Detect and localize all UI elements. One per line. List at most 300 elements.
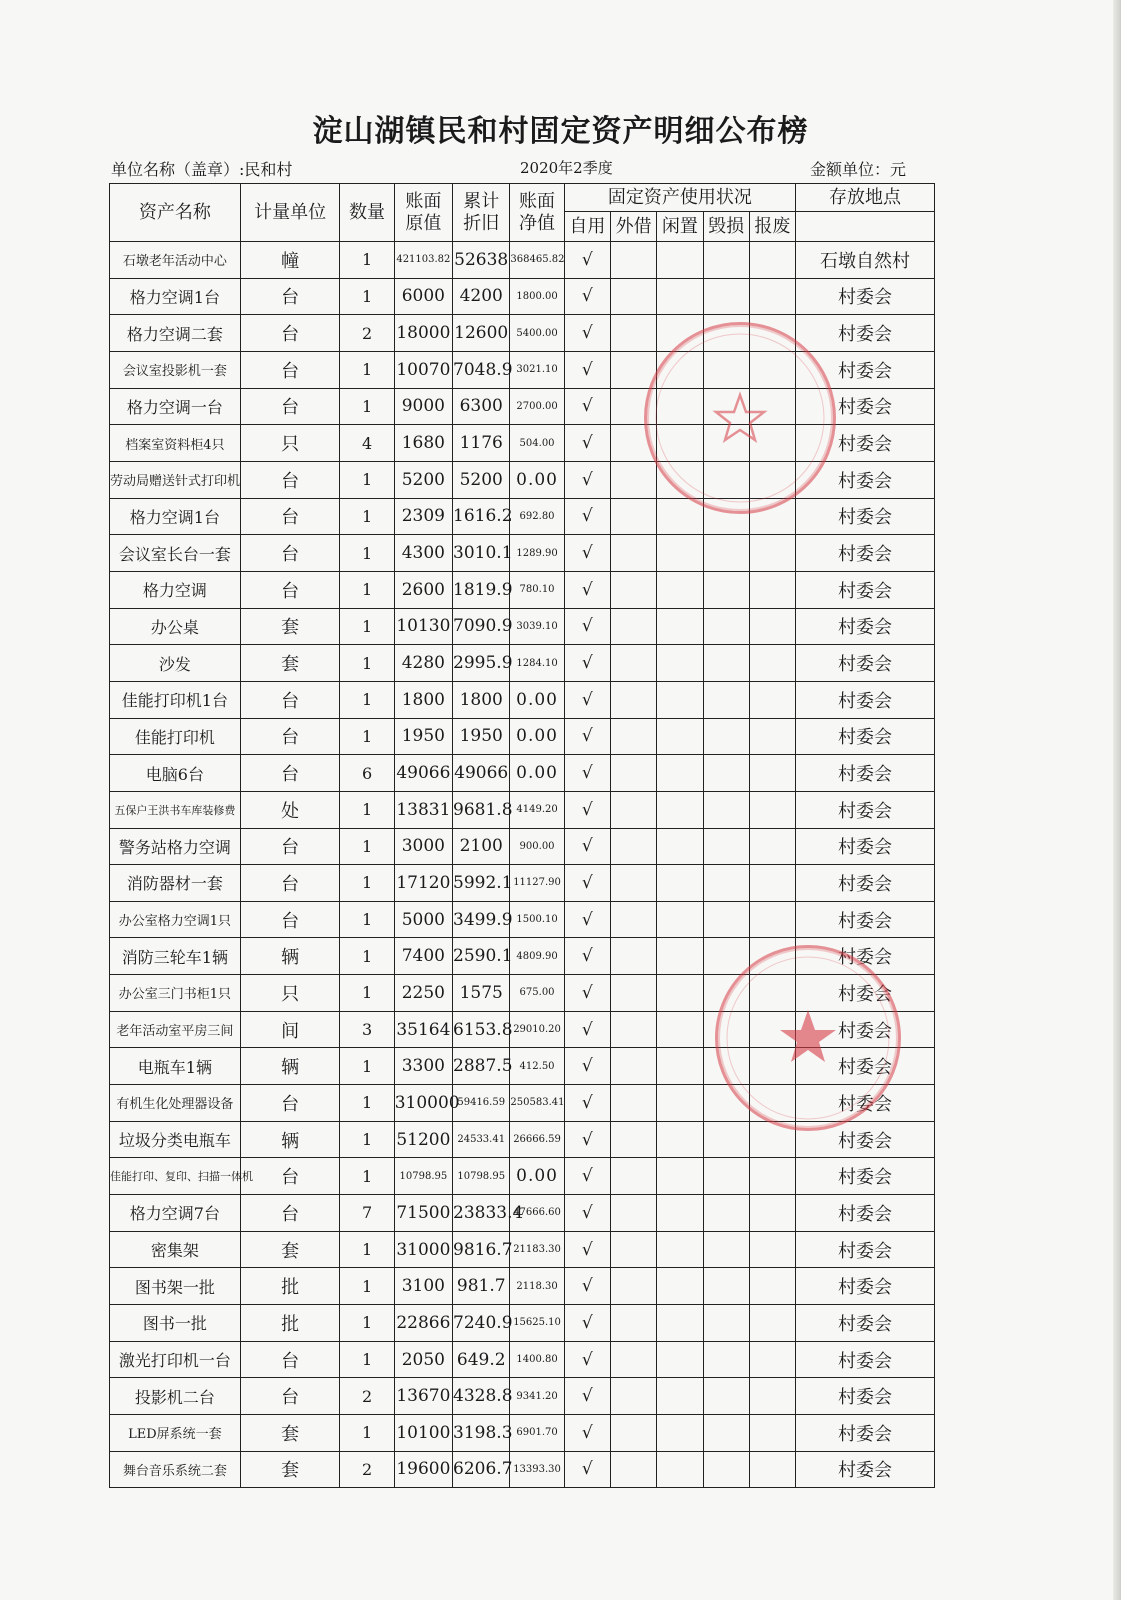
cell-location: 村委会 <box>796 498 935 535</box>
cell-damaged <box>703 865 749 902</box>
header-usage-status: 固定资产使用状况 <box>564 184 795 212</box>
document-title: 淀山湖镇民和村固定资产明细公布榜 <box>312 114 809 149</box>
table-row <box>110 1011 935 1048</box>
cell-unit: 台 <box>240 535 340 572</box>
table-row <box>110 1231 935 1268</box>
cell-unit: 只 <box>240 425 340 462</box>
cell-idle <box>657 242 703 279</box>
cell-original-value: 4280 <box>394 645 452 682</box>
cell-self-use: √ <box>564 315 610 352</box>
cell-self-use: √ <box>564 938 610 975</box>
table-row <box>110 1378 935 1415</box>
cell-original-value: 1800 <box>394 681 452 718</box>
cell-scrapped <box>749 1378 795 1415</box>
table-row <box>110 498 935 535</box>
cell-self-use: √ <box>564 1085 610 1122</box>
cell-self-use: √ <box>564 865 610 902</box>
cell-unit: 批 <box>240 1305 340 1342</box>
table-row <box>110 1341 935 1378</box>
cell-quantity: 1 <box>340 1305 394 1342</box>
cell-net-value: 11127.90 <box>510 865 564 902</box>
cell-lent-out <box>610 1341 656 1378</box>
cell-lent-out <box>610 828 656 865</box>
cell-self-use: √ <box>564 1415 610 1452</box>
cell-self-use: √ <box>564 1158 610 1195</box>
cell-unit: 台 <box>240 828 340 865</box>
cell-unit: 辆 <box>240 938 340 975</box>
cell-quantity: 1 <box>340 938 394 975</box>
cell-original-value: 9000 <box>394 388 452 425</box>
cell-original-value: 1680 <box>394 425 452 462</box>
cell-scrapped <box>749 791 795 828</box>
cell-damaged <box>703 388 749 425</box>
cell-original-value: 49066 <box>394 755 452 792</box>
cell-unit: 台 <box>240 901 340 938</box>
table-row <box>110 1121 935 1158</box>
cell-net-value: 780.10 <box>510 571 564 608</box>
cell-quantity: 7 <box>340 1195 394 1232</box>
cell-lent-out <box>610 1121 656 1158</box>
cell-asset-name: 格力空调 <box>110 571 241 608</box>
cell-location: 村委会 <box>796 718 935 755</box>
cell-idle <box>657 571 703 608</box>
cell-self-use: √ <box>564 608 610 645</box>
cell-damaged <box>703 755 749 792</box>
cell-net-value: 0.00 <box>510 1158 564 1195</box>
cell-quantity: 1 <box>340 535 394 572</box>
cell-original-value: 17120 <box>394 865 452 902</box>
cell-original-value: 6000 <box>394 278 452 315</box>
cell-asset-name: 佳能打印机 <box>110 718 241 755</box>
cell-location: 村委会 <box>796 388 935 425</box>
cell-self-use: √ <box>564 645 610 682</box>
cell-idle <box>657 315 703 352</box>
cell-asset-name: 格力空调7台 <box>110 1195 241 1232</box>
header-self-use: 自用 <box>564 212 610 242</box>
cell-idle <box>657 1231 703 1268</box>
cell-asset-name: 石墩老年活动中心 <box>110 242 241 279</box>
cell-net-value: 250583.41 <box>510 1085 564 1122</box>
cell-accumulated-depreciation: 23833.4 <box>453 1195 510 1232</box>
cell-net-value: 1800.00 <box>510 278 564 315</box>
cell-lent-out <box>610 535 656 572</box>
cell-net-value: 13393.30 <box>510 1451 564 1488</box>
cell-location: 村委会 <box>796 425 935 462</box>
period-label: 2020年2季度 <box>520 159 613 177</box>
cell-location: 村委会 <box>796 681 935 718</box>
cell-unit: 台 <box>240 461 340 498</box>
cell-damaged <box>703 315 749 352</box>
cell-location: 村委会 <box>796 608 935 645</box>
cell-lent-out <box>610 278 656 315</box>
cell-asset-name: 办公室格力空调1只 <box>110 901 241 938</box>
cell-unit: 幢 <box>240 242 340 279</box>
cell-asset-name: 图书架一批 <box>110 1268 241 1305</box>
cell-location: 村委会 <box>796 1341 935 1378</box>
cell-location: 村委会 <box>796 1085 935 1122</box>
cell-location: 村委会 <box>796 901 935 938</box>
cell-self-use: √ <box>564 1121 610 1158</box>
cell-location: 村委会 <box>796 1048 935 1085</box>
cell-quantity: 1 <box>340 1415 394 1452</box>
header-location-blank <box>796 212 935 242</box>
cell-lent-out <box>610 1268 656 1305</box>
cell-unit: 套 <box>240 1231 340 1268</box>
cell-location: 村委会 <box>796 278 935 315</box>
cell-scrapped <box>749 1231 795 1268</box>
cell-accumulated-depreciation: 9816.7 <box>453 1231 510 1268</box>
table-row <box>110 1158 935 1195</box>
cell-quantity: 3 <box>340 1011 394 1048</box>
cell-asset-name: 电脑6台 <box>110 755 241 792</box>
cell-idle <box>657 938 703 975</box>
cell-original-value: 71500 <box>394 1195 452 1232</box>
cell-lent-out <box>610 315 656 352</box>
cell-location: 村委会 <box>796 1231 935 1268</box>
cell-original-value: 2250 <box>394 975 452 1012</box>
cell-scrapped <box>749 681 795 718</box>
cell-accumulated-depreciation: 3198.3 <box>453 1415 510 1452</box>
cell-idle <box>657 1195 703 1232</box>
table-row <box>110 1268 935 1305</box>
cell-unit: 台 <box>240 1341 340 1378</box>
cell-location: 村委会 <box>796 315 935 352</box>
cell-damaged <box>703 1231 749 1268</box>
cell-idle <box>657 1048 703 1085</box>
cell-asset-name: 格力空调1台 <box>110 498 241 535</box>
cell-location: 村委会 <box>796 535 935 572</box>
cell-accumulated-depreciation: 2100 <box>453 828 510 865</box>
cell-scrapped <box>749 1341 795 1378</box>
cell-accumulated-depreciation: 7240.9 <box>453 1305 510 1342</box>
cell-unit: 台 <box>240 1158 340 1195</box>
cell-asset-name: 沙发 <box>110 645 241 682</box>
cell-unit: 台 <box>240 681 340 718</box>
header-quantity: 数量 <box>340 184 394 242</box>
cell-original-value: 31000 <box>394 1231 452 1268</box>
cell-self-use: √ <box>564 1048 610 1085</box>
cell-asset-name: 投影机二台 <box>110 1378 241 1415</box>
cell-unit: 套 <box>240 645 340 682</box>
cell-idle <box>657 791 703 828</box>
cell-net-value: 412.50 <box>510 1048 564 1085</box>
cell-accumulated-depreciation: 1575 <box>453 975 510 1012</box>
cell-unit: 辆 <box>240 1048 340 1085</box>
cell-damaged <box>703 1048 749 1085</box>
cell-lent-out <box>610 791 656 828</box>
cell-self-use: √ <box>564 498 610 535</box>
cell-accumulated-depreciation: 7048.9 <box>453 351 510 388</box>
cell-asset-name: 密集架 <box>110 1231 241 1268</box>
currency-label: 金额单位：元 <box>810 160 907 179</box>
cell-scrapped <box>749 425 795 462</box>
cell-scrapped <box>749 1158 795 1195</box>
cell-asset-name: LED屏系统一套 <box>110 1415 241 1452</box>
cell-original-value: 13670 <box>394 1378 452 1415</box>
cell-unit: 批 <box>240 1268 340 1305</box>
cell-self-use: √ <box>564 755 610 792</box>
cell-damaged <box>703 425 749 462</box>
cell-lent-out <box>610 865 656 902</box>
cell-asset-name: 消防三轮车1辆 <box>110 938 241 975</box>
table-row <box>110 865 935 902</box>
cell-quantity: 1 <box>340 681 394 718</box>
table-row <box>110 425 935 462</box>
cell-idle <box>657 1451 703 1488</box>
cell-accumulated-depreciation: 7090.9 <box>453 608 510 645</box>
cell-accumulated-depreciation: 59416.59 <box>453 1085 510 1122</box>
cell-original-value: 19600 <box>394 1451 452 1488</box>
cell-self-use: √ <box>564 1268 610 1305</box>
cell-damaged <box>703 1085 749 1122</box>
cell-self-use: √ <box>564 901 610 938</box>
cell-scrapped <box>749 645 795 682</box>
cell-unit: 辆 <box>240 1121 340 1158</box>
cell-location: 村委会 <box>796 1415 935 1452</box>
cell-unit: 台 <box>240 1378 340 1415</box>
cell-quantity: 1 <box>340 828 394 865</box>
cell-net-value: 1284.10 <box>510 645 564 682</box>
cell-location: 村委会 <box>796 1305 935 1342</box>
cell-quantity: 1 <box>340 1268 394 1305</box>
cell-lent-out <box>610 242 656 279</box>
cell-original-value: 10130 <box>394 608 452 645</box>
cell-scrapped <box>749 865 795 902</box>
cell-quantity: 1 <box>340 461 394 498</box>
cell-damaged <box>703 938 749 975</box>
header-idle: 闲置 <box>657 212 703 242</box>
cell-idle <box>657 681 703 718</box>
cell-scrapped <box>749 1415 795 1452</box>
cell-original-value: 3300 <box>394 1048 452 1085</box>
cell-accumulated-depreciation: 3010.1 <box>453 535 510 572</box>
cell-original-value: 5000 <box>394 901 452 938</box>
cell-original-value: 51200 <box>394 1121 452 1158</box>
header-net-value: 账面净值 <box>510 184 564 242</box>
cell-net-value: 5400.00 <box>510 315 564 352</box>
cell-idle <box>657 865 703 902</box>
cell-lent-out <box>610 1048 656 1085</box>
cell-location: 村委会 <box>796 1268 935 1305</box>
cell-location: 村委会 <box>796 1451 935 1488</box>
cell-original-value: 310000 <box>394 1085 452 1122</box>
cell-quantity: 1 <box>340 1341 394 1378</box>
cell-quantity: 1 <box>340 242 394 279</box>
cell-damaged <box>703 901 749 938</box>
table-row <box>110 645 935 682</box>
cell-quantity: 1 <box>340 351 394 388</box>
cell-quantity: 1 <box>340 498 394 535</box>
cell-accumulated-depreciation: 649.2 <box>453 1341 510 1378</box>
cell-net-value: 2700.00 <box>510 388 564 425</box>
cell-original-value: 2050 <box>394 1341 452 1378</box>
cell-unit: 处 <box>240 791 340 828</box>
cell-accumulated-depreciation: 1819.9 <box>453 571 510 608</box>
cell-accumulated-depreciation: 6153.8 <box>453 1011 510 1048</box>
cell-self-use: √ <box>564 975 610 1012</box>
cell-net-value: 47666.60 <box>510 1195 564 1232</box>
cell-idle <box>657 1305 703 1342</box>
cell-location: 村委会 <box>796 1158 935 1195</box>
table-row <box>110 571 935 608</box>
header-asset-name: 资产名称 <box>110 184 241 242</box>
cell-damaged <box>703 351 749 388</box>
page-edge <box>1113 0 1121 1600</box>
cell-quantity: 1 <box>340 645 394 682</box>
cell-scrapped <box>749 755 795 792</box>
cell-asset-name: 五保户王洪书车库装修费 <box>110 791 241 828</box>
table-row <box>110 718 935 755</box>
cell-accumulated-depreciation: 1800 <box>453 681 510 718</box>
cell-unit: 台 <box>240 1085 340 1122</box>
cell-self-use: √ <box>564 351 610 388</box>
cell-unit: 套 <box>240 608 340 645</box>
table-row <box>110 461 935 498</box>
cell-lent-out <box>610 718 656 755</box>
cell-quantity: 4 <box>340 425 394 462</box>
cell-asset-name: 格力空调1台 <box>110 278 241 315</box>
cell-damaged <box>703 535 749 572</box>
header-original-value: 账面原值 <box>394 184 452 242</box>
cell-lent-out <box>610 1378 656 1415</box>
cell-original-value: 2600 <box>394 571 452 608</box>
cell-asset-name: 劳动局赠送针式打印机 <box>110 461 241 498</box>
cell-self-use: √ <box>564 242 610 279</box>
cell-scrapped <box>749 608 795 645</box>
table-row <box>110 1085 935 1122</box>
cell-net-value: 26666.59 <box>510 1121 564 1158</box>
cell-quantity: 2 <box>340 1378 394 1415</box>
unit-label: 单位名称（盖章）:民和村 <box>111 160 293 179</box>
cell-net-value: 1289.90 <box>510 535 564 572</box>
cell-damaged <box>703 828 749 865</box>
cell-unit: 台 <box>240 351 340 388</box>
cell-accumulated-depreciation: 4200 <box>453 278 510 315</box>
cell-quantity: 2 <box>340 1451 394 1488</box>
table-row <box>110 1451 935 1488</box>
cell-asset-name: 垃圾分类电瓶车 <box>110 1121 241 1158</box>
cell-idle <box>657 1158 703 1195</box>
cell-scrapped <box>749 242 795 279</box>
cell-location: 村委会 <box>796 461 935 498</box>
cell-self-use: √ <box>564 1011 610 1048</box>
cell-original-value: 7400 <box>394 938 452 975</box>
cell-lent-out <box>610 975 656 1012</box>
cell-accumulated-depreciation: 2887.5 <box>453 1048 510 1085</box>
cell-accumulated-depreciation: 12600 <box>453 315 510 352</box>
cell-net-value: 692.80 <box>510 498 564 535</box>
cell-idle <box>657 388 703 425</box>
cell-damaged <box>703 1195 749 1232</box>
cell-lent-out <box>610 1231 656 1268</box>
cell-accumulated-depreciation: 4328.8 <box>453 1378 510 1415</box>
cell-scrapped <box>749 1121 795 1158</box>
cell-location: 村委会 <box>796 755 935 792</box>
cell-scrapped <box>749 461 795 498</box>
cell-damaged <box>703 1268 749 1305</box>
cell-scrapped <box>749 1085 795 1122</box>
table-row <box>110 755 935 792</box>
cell-net-value: 1400.80 <box>510 1341 564 1378</box>
cell-net-value: 9341.20 <box>510 1378 564 1415</box>
cell-original-value: 10798.95 <box>394 1158 452 1195</box>
cell-scrapped <box>749 1305 795 1342</box>
cell-damaged <box>703 791 749 828</box>
cell-accumulated-depreciation: 3499.9 <box>453 901 510 938</box>
cell-unit: 台 <box>240 755 340 792</box>
cell-accumulated-depreciation: 49066 <box>453 755 510 792</box>
cell-scrapped <box>749 718 795 755</box>
cell-location: 石墩自然村 <box>796 242 935 279</box>
cell-self-use: √ <box>564 718 610 755</box>
cell-self-use: √ <box>564 1195 610 1232</box>
table-row <box>110 1048 935 1085</box>
cell-asset-name: 佳能打印机1台 <box>110 681 241 718</box>
cell-damaged <box>703 1158 749 1195</box>
cell-net-value: 0.00 <box>510 755 564 792</box>
cell-idle <box>657 645 703 682</box>
cell-idle <box>657 608 703 645</box>
header-storage-location: 存放地点 <box>796 184 935 212</box>
cell-scrapped <box>749 315 795 352</box>
cell-unit: 台 <box>240 315 340 352</box>
cell-asset-name: 消防器材一套 <box>110 865 241 902</box>
table-row <box>110 901 935 938</box>
cell-asset-name: 办公桌 <box>110 608 241 645</box>
cell-idle <box>657 498 703 535</box>
cell-original-value: 10070 <box>394 351 452 388</box>
cell-lent-out <box>610 1415 656 1452</box>
cell-damaged <box>703 681 749 718</box>
cell-unit: 套 <box>240 1451 340 1488</box>
cell-scrapped <box>749 571 795 608</box>
header-scrapped: 报废 <box>749 212 795 242</box>
table-row <box>110 1415 935 1452</box>
cell-damaged <box>703 242 749 279</box>
header-lent-out: 外借 <box>610 212 656 242</box>
cell-lent-out <box>610 351 656 388</box>
cell-scrapped <box>749 278 795 315</box>
cell-scrapped <box>749 351 795 388</box>
cell-asset-name: 激光打印机一台 <box>110 1341 241 1378</box>
cell-idle <box>657 461 703 498</box>
cell-quantity: 1 <box>340 278 394 315</box>
cell-location: 村委会 <box>796 1011 935 1048</box>
cell-idle <box>657 1121 703 1158</box>
cell-accumulated-depreciation: 981.7 <box>453 1268 510 1305</box>
table-row <box>110 351 935 388</box>
cell-idle <box>657 975 703 1012</box>
cell-unit: 台 <box>240 571 340 608</box>
cell-idle <box>657 1341 703 1378</box>
table-row <box>110 608 935 645</box>
cell-scrapped <box>749 535 795 572</box>
cell-lent-out <box>610 571 656 608</box>
cell-quantity: 1 <box>340 388 394 425</box>
cell-unit: 台 <box>240 278 340 315</box>
cell-original-value: 10100 <box>394 1415 452 1452</box>
cell-net-value: 2118.30 <box>510 1268 564 1305</box>
table-row <box>110 1305 935 1342</box>
cell-accumulated-depreciation: 1176 <box>453 425 510 462</box>
cell-scrapped <box>749 938 795 975</box>
cell-accumulated-depreciation: 1616.2 <box>453 498 510 535</box>
cell-damaged <box>703 718 749 755</box>
cell-damaged <box>703 1378 749 1415</box>
header-damaged: 毁损 <box>703 212 749 242</box>
cell-scrapped <box>749 901 795 938</box>
cell-asset-name: 会议室投影机一套 <box>110 351 241 388</box>
